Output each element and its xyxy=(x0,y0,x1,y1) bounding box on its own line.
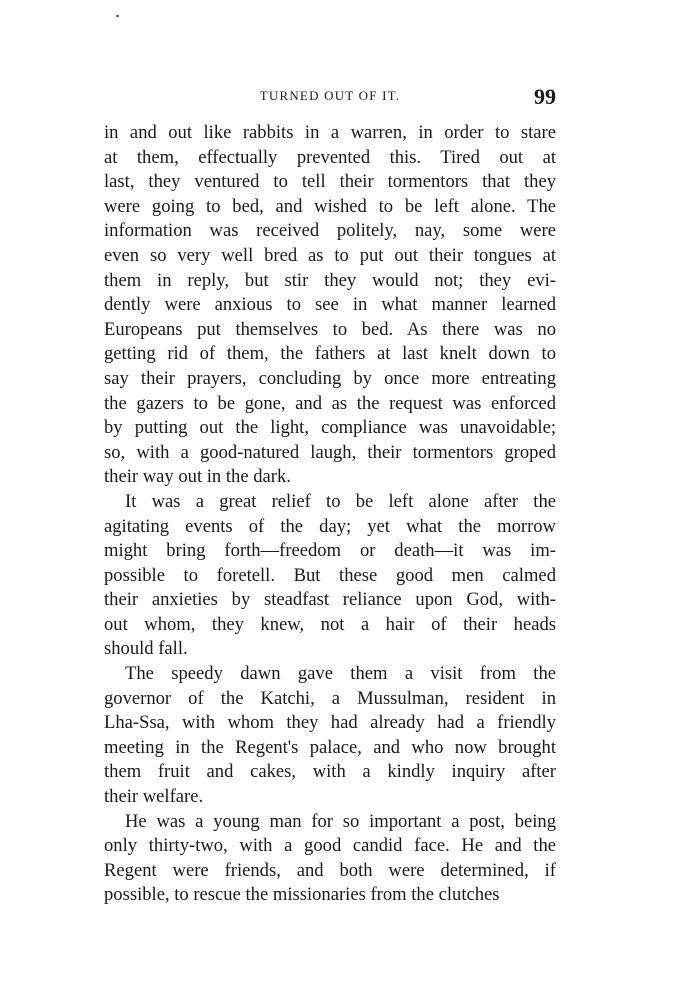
text-line: by putting out the light, compliance was unavoidable; xyxy=(104,417,556,439)
text-line: them fruit and cakes, with a kindly inquiry after xyxy=(104,761,556,783)
running-head xyxy=(104,84,556,110)
text-line: It was a great relief to be left alone after the xyxy=(125,490,556,512)
text-line: them in reply, but stir they would not; they evi- xyxy=(104,269,556,291)
text-line: agitating events of the day; yet what the morrow xyxy=(104,515,556,537)
text-line: their way out in the dark. xyxy=(104,466,291,488)
text-line: possible, to rescue the missionaries from the clutches xyxy=(104,884,500,906)
body-text xyxy=(104,121,556,908)
text-line: last, they ventured to tell their tormentors that they xyxy=(104,171,556,193)
text-line: say their prayers, concluding by once more entreating xyxy=(104,367,556,389)
text-line: at them, effectually prevented this. Tired out at xyxy=(104,146,556,168)
text-line: getting rid of them, the fathers at last knelt down to xyxy=(104,343,556,365)
text-line: only thirty-two, with a good candid face. He and the xyxy=(104,835,556,857)
text-line: their anxieties by steadfast reliance upon God, with- xyxy=(104,589,556,611)
text-line: Europeans put themselves to bed. As there was no xyxy=(104,318,556,340)
text-line: should fall. xyxy=(104,638,188,660)
text-line: governor of the Katchi, a Mussulman, resident in xyxy=(104,687,556,709)
text-line: might bring forth—freedom or death—it was im- xyxy=(104,540,556,562)
text-line: The speedy dawn gave them a visit from the xyxy=(125,663,556,685)
text-line: Regent were friends, and both were determined, if xyxy=(104,859,556,881)
text-line: He was a young man for so important a post, being xyxy=(125,810,556,832)
running-title: TURNED OUT OF IT. xyxy=(259,88,401,103)
text-line: so, with a good-natured laugh, their tormentors groped xyxy=(104,441,556,463)
text-line: in and out like rabbits in a warren, in order to stare xyxy=(104,122,556,143)
text-line: their welfare. xyxy=(104,786,204,808)
text-line: possible to foretell. But these good men calmed xyxy=(104,564,556,586)
text-line: were going to bed, and wished to be left alone. The xyxy=(104,195,556,217)
text-line: the gazers to be gone, and as the request was enforced xyxy=(104,392,556,414)
text-line: Lha-Ssa, with whom they had already had a friendly xyxy=(104,712,556,734)
print-speck xyxy=(116,15,119,17)
page-number: 99 xyxy=(534,84,556,109)
text-line: meeting in the Regent's palace, and who now brought xyxy=(104,736,556,758)
text-line: even so very well bred as to put out their tongues at xyxy=(104,244,556,266)
text-line: out whom, they knew, not a hair of their heads xyxy=(104,613,556,635)
text-line: dently were anxious to see in what manner learned xyxy=(104,294,556,316)
text-line: information was received politely, nay, some were xyxy=(104,220,556,242)
